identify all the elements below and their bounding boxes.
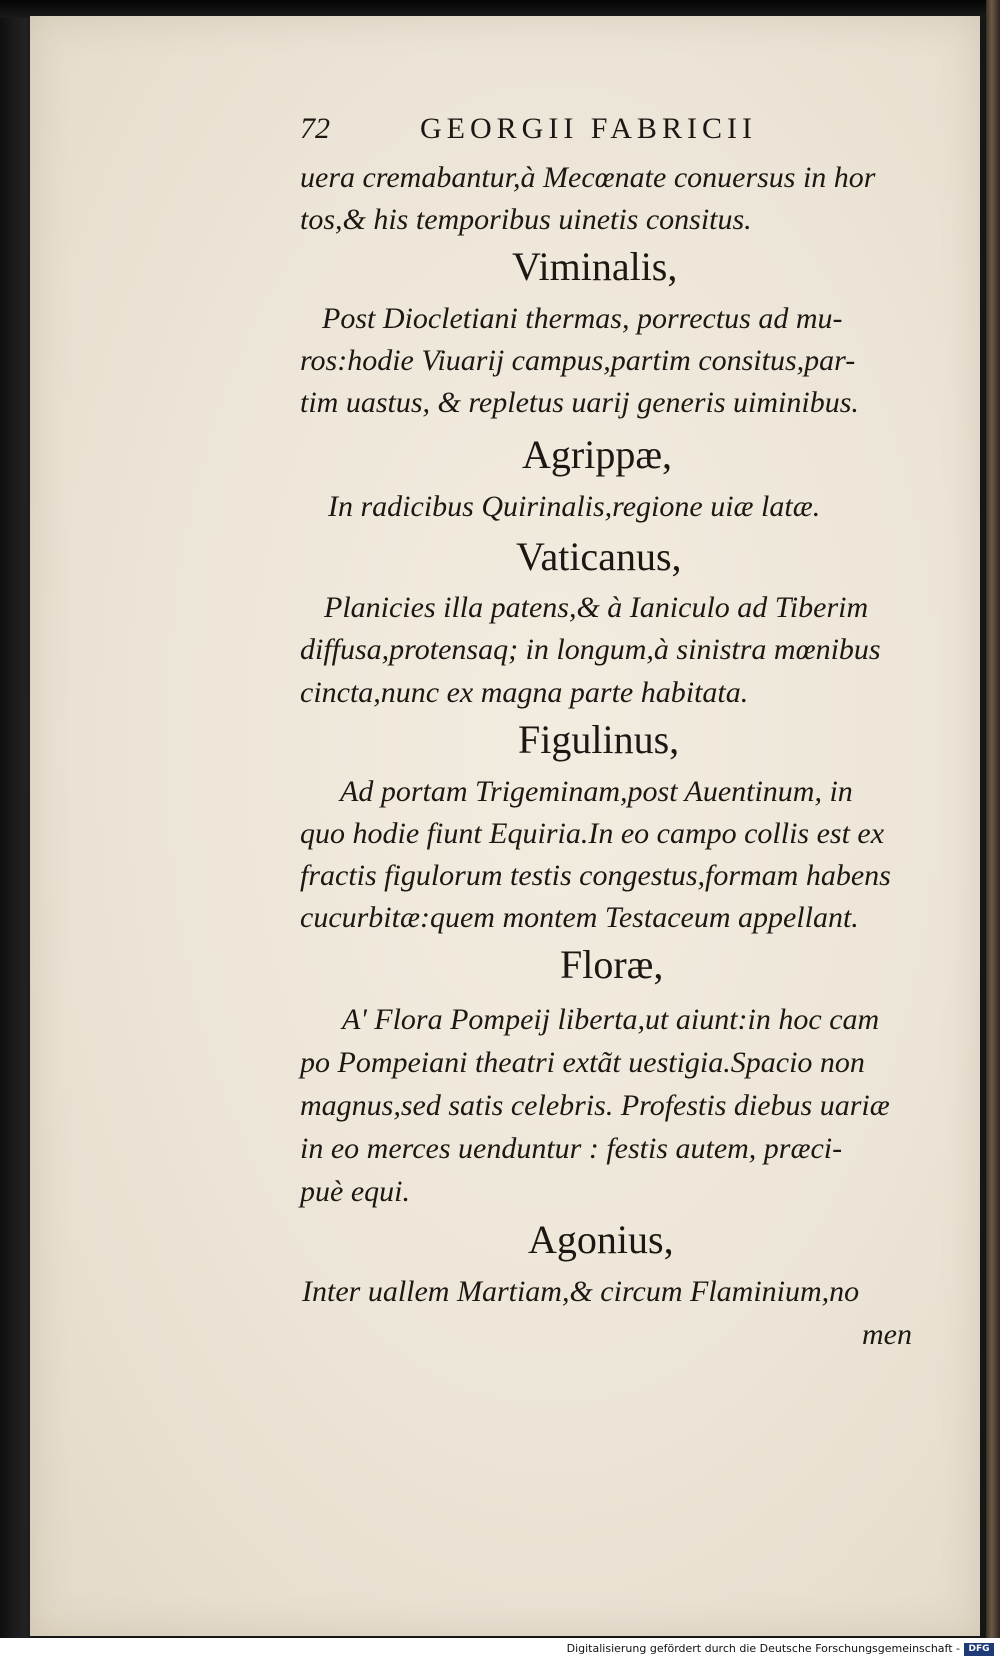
section-heading-viminalis: Viminalis, xyxy=(512,244,678,289)
page-header xyxy=(300,112,840,152)
text-line: quo hodie fiunt Equiria.In eo campo collis est ex xyxy=(300,817,885,850)
text-line: Planicies illa patens,& à Ianiculo ad Tiberim xyxy=(324,591,869,624)
text-line: puè equi. xyxy=(300,1175,410,1208)
book-edge xyxy=(986,0,1000,1638)
text-line: fractis figulorum testis congestus,formam habens xyxy=(300,859,891,892)
text-line: diffusa,protensaq; in longum,à sinistra mœnibus xyxy=(300,633,881,666)
section-heading-agonius: Agonius, xyxy=(528,1217,674,1262)
text-line: cincta,nunc ex magna parte habitata. xyxy=(300,676,749,709)
text-line: ros:hodie Viuarij campus,partim consitus,par- xyxy=(300,344,856,377)
section-heading-figulinus: Figulinus, xyxy=(518,717,680,762)
text-line: in eo merces uenduntur : festis autem, præci- xyxy=(300,1132,843,1165)
page-number: 72 xyxy=(300,112,330,145)
dfg-logo: DFG xyxy=(964,1643,994,1656)
text-line: po Pompeiani theatri extãt uestigia.Spacio non xyxy=(300,1046,865,1079)
text-line: Ad portam Trigeminam,post Auentinum, in xyxy=(340,775,853,808)
catchword: men xyxy=(862,1318,912,1351)
text-line: tim uastus, & repletus uarij generis uiminibus. xyxy=(300,386,859,419)
section-heading-agrippae: Agrippæ, xyxy=(522,432,672,477)
text-line: tos,& his temporibus uinetis consitus. xyxy=(300,203,752,236)
text-line: uera cremabantur,à Mecœnate conuersus in hor xyxy=(300,161,876,194)
text-line: In radicibus Quirinalis,regione uiæ latæ. xyxy=(328,490,821,523)
text-line: Inter uallem Martiam,& circum Flaminium,no xyxy=(302,1275,860,1308)
text-line: cucurbitæ:quem montem Testaceum appellant. xyxy=(300,901,859,934)
text-line: magnus,sed satis celebris. Profestis diebus uariæ xyxy=(300,1089,890,1122)
text-line: Post Diocletiani thermas, porrectus ad mu- xyxy=(322,302,843,335)
running-title: GEORGII FABRICII xyxy=(420,112,757,145)
section-heading-vaticanus: Vaticanus, xyxy=(516,534,682,579)
text-line: A' Flora Pompeij liberta,ut aiunt:in hoc cam xyxy=(342,1003,880,1036)
section-heading-florae: Floræ, xyxy=(560,942,664,987)
digitization-credit: Digitalisierung gefördert durch die Deutsche Forschungsgemeinschaft - xyxy=(566,1642,960,1655)
